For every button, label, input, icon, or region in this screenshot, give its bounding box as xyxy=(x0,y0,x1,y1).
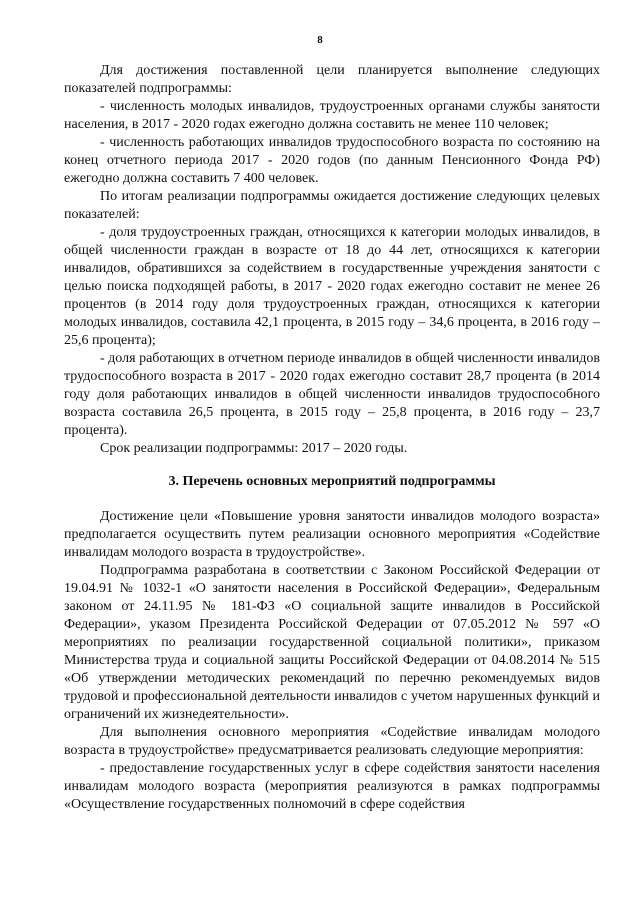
paragraph-indicator-young-employed: - численность молодых инвалидов, трудоустроенных органами службы занятости населения, в 2017 - 2020 годах ежегодно должна составить не менее 110 человек; xyxy=(64,99,600,132)
paragraph-activity-measures: Для выполнения основного мероприятия «Содействие инвалидам молодого возраста в трудоустройстве» предусматривается реализовать следующие мероприятия: xyxy=(64,725,600,758)
document-body xyxy=(64,62,600,814)
paragraph-target-share-employed: - доля трудоустроенных граждан, относящихся к категории молодых инвалидов, в общей численности граждан в возрасте от 18 до 44 лет, относящихся к категории инвалидов, обратившихся за содействием в государственные учреждения занятости с целью поиска подходящей работы, в 2017 - 2020 годах ежегодно составит не менее 26 процентов (в 2014 году доля трудоустроенных граждан, относящихся к категории молодых инвалидов, составила 42,1 процента, в 2015 году – 34,6 процента, в 2016 году – 25,6 процента); xyxy=(64,225,600,348)
paragraph-goal-indicators: Для достижения поставленной цели планируется выполнение следующих показателей подпрограммы: xyxy=(64,63,600,96)
paragraph-main-activity: Достижение цели «Повышение уровня занятости инвалидов молодого возраста» предполагается осуществить путем реализации основного мероприятия «Содействие инвалидам молодого возраста в трудоустройстве». xyxy=(64,509,600,560)
section-heading: 3. Перечень основных мероприятий подпрограммы xyxy=(168,474,496,489)
paragraph-expected-results: По итогам реализации подпрограммы ожидается достижение следующих целевых показателей: xyxy=(64,189,600,222)
paragraph-implementation-period: Срок реализации подпрограммы: 2017 – 2020 годы. xyxy=(100,441,408,456)
page-number: 8 xyxy=(317,34,323,46)
paragraph-legal-basis: Подпрограмма разработана в соответствии с Законом Российской Федерации от 19.04.91 № 1032-1 «О занятости населения в Российской Федерации», Федеральным законом от 24.11.95 № 181-ФЗ «О социальной защите инвалидов в Российской Федерации», указом Президента Российской Федерации от 07.05.2012 № 597 «О мероприятиях по реализации государственной социальной политики», приказом Министерства труда и социальной защиты Российской Федерации от 04.08.2014 № 515 «Об утверждении методических рекомендаций по перечню рекомендуемых видов трудовой и профессиональной деятельности инвалидов с учетом нарушенных функций и ограничений их жизнедеятельности». xyxy=(64,563,600,722)
paragraph-indicator-working-disabled: - численность работающих инвалидов трудоспособного возраста по состоянию на конец отчетного периода 2017 - 2020 годов (по данным Пенсионного Фонда РФ) ежегодно должна составить 7 400 человек. xyxy=(64,135,600,186)
paragraph-public-services: - предоставление государственных услуг в сфере содействия занятости населения инвалидам молодого возраста (мероприятия реализуются в рамках подпрограммы «Осуществление государственных полномочий в сфере содействия xyxy=(64,761,600,812)
paragraph-target-share-working: - доля работающих в отчетном периоде инвалидов в общей численности инвалидов трудоспособного возраста в 2017 - 2020 годах ежегодно составит 28,7 процента (в 2014 году доля работающих инвалидов в общей численности инвалидов трудоспособного возраста составила 26,5 процента, в 2015 году – 25,8 процента, в 2016 году – 23,7 процента). xyxy=(64,351,600,438)
